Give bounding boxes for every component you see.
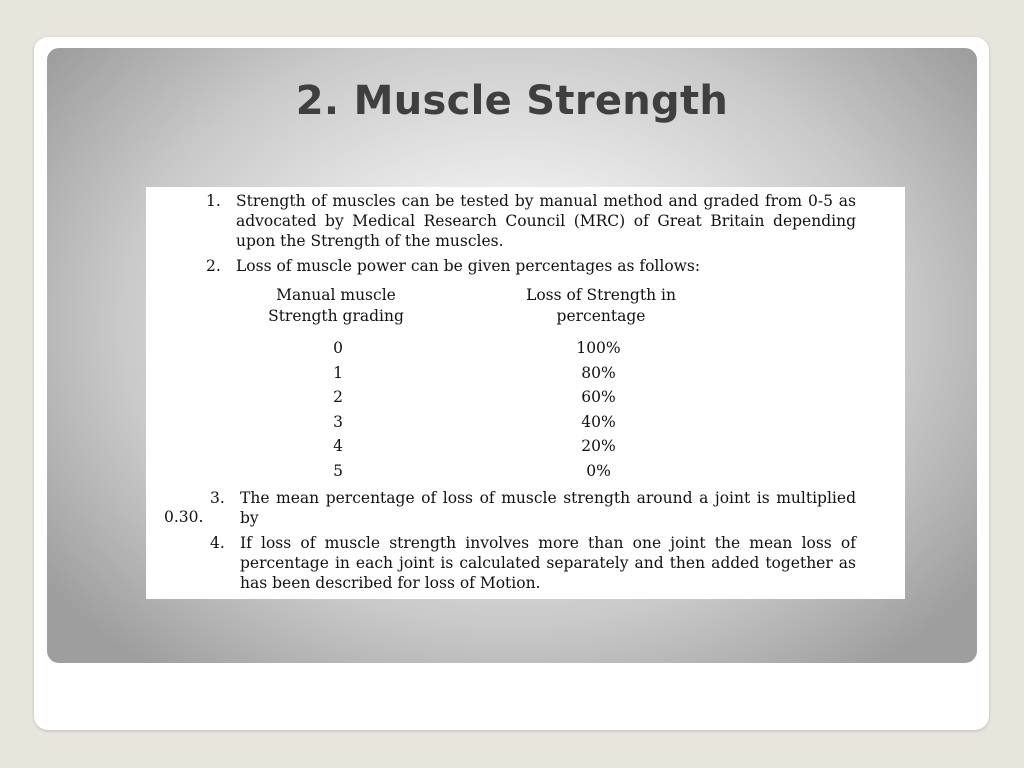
list-item-text: Loss of muscle power can be given percentages as follows: xyxy=(236,257,701,275)
list-item-number: 4. xyxy=(210,534,225,552)
list-item-text: If loss of muscle strength involves more than one joint the mean loss of percentage in each joint is calculated separately and then added together as has been described for loss of Motion. xyxy=(240,534,856,592)
list-item-number: 3. xyxy=(210,489,225,507)
slide-title: 2. Muscle Strength xyxy=(295,78,729,124)
grade-cell: 5 xyxy=(333,461,343,480)
column-header-loss xyxy=(506,285,696,327)
loss-cell: 40% xyxy=(581,412,616,431)
loss-cell: 80% xyxy=(581,363,616,382)
list-item-1 xyxy=(206,191,856,251)
content-image xyxy=(146,187,905,599)
grade-cell: 4 xyxy=(333,437,343,455)
list-item-text: The mean percentage of loss of muscle strength around a joint is multiplied by xyxy=(240,489,856,527)
loss-cell: 20% xyxy=(581,437,616,455)
grade-cell: 2 xyxy=(333,388,343,406)
loss-cell: 100% xyxy=(576,339,621,357)
table-row xyxy=(256,461,706,486)
list-item-number: 1. xyxy=(206,192,221,210)
list-item-3 xyxy=(210,488,856,528)
list-item-text: Strength of muscles can be tested by manual method and graded from 0-5 as advocated by Medical Research Council (MRC) of Great Britain depending upon the Strength of the muscles. xyxy=(236,192,856,250)
table-row xyxy=(256,338,706,363)
list-item-4 xyxy=(210,533,856,593)
slide-panel xyxy=(47,48,977,663)
grade-cell: 0 xyxy=(333,339,343,357)
table-row xyxy=(256,436,706,461)
loss-cell: 0% xyxy=(586,461,611,480)
column-header-loss-text: Loss of Strength in percentage xyxy=(526,286,676,325)
loss-cell: 60% xyxy=(581,388,616,406)
table-row xyxy=(256,412,706,437)
slide-frame xyxy=(34,37,989,730)
table-row xyxy=(256,387,706,412)
grade-cell: 3 xyxy=(333,412,343,431)
column-header-grading-text: Manual muscle Strength grading xyxy=(268,286,404,325)
list-item-number: 2. xyxy=(206,257,221,275)
table-row xyxy=(256,363,706,388)
list-item-2 xyxy=(206,256,856,276)
list-item-3-continuation: 0.30. xyxy=(164,508,204,526)
grade-cell: 1 xyxy=(333,363,343,382)
column-header-grading xyxy=(256,285,416,327)
